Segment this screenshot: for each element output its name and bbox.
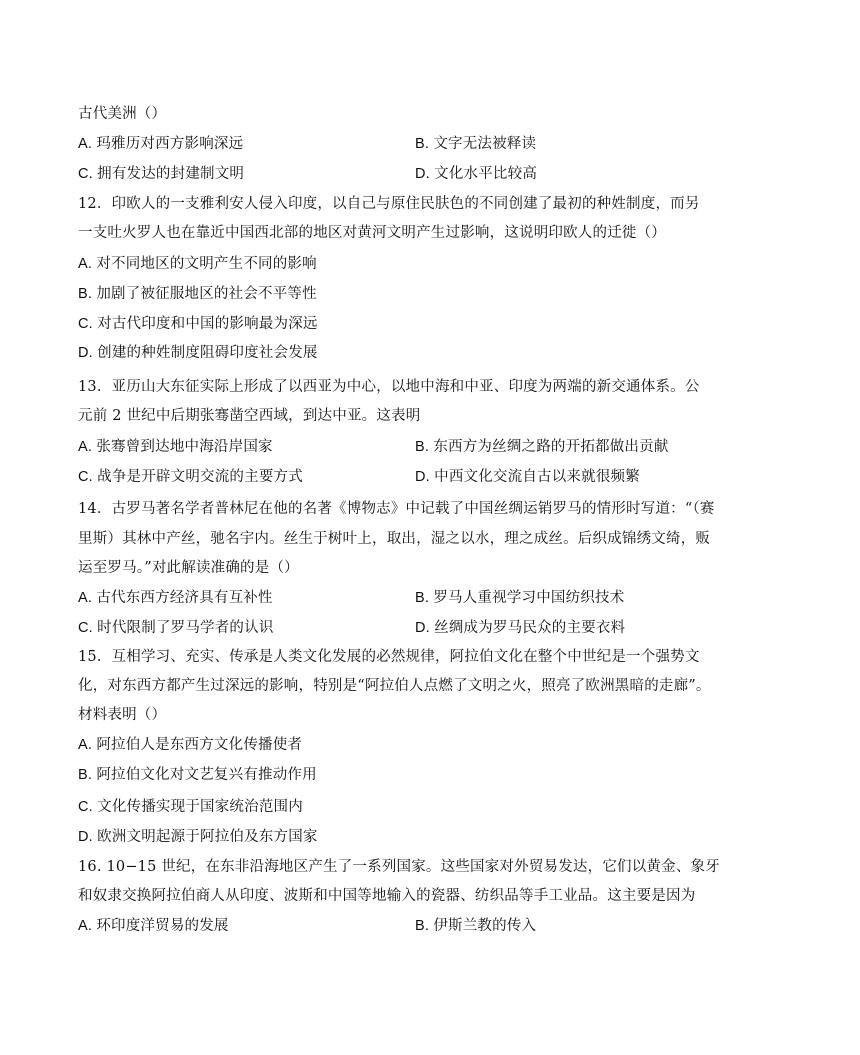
q16-option-b: B. 伊斯兰教的传入 [415,918,537,934]
q13-option-d: D. 中西文化交流自古以来就很频繁 [415,469,640,485]
q13-option-b: B. 东西方为丝绸之路的开拓都做出贡献 [415,439,669,455]
q15-option-b: B. 阿拉伯文化对文艺复兴有推动作用 [78,767,317,783]
q12-stem-line-2: 一支吐火罗人也在靠近中国西北部的地区对黄河文明产生过影响，这说明印欧人的迁徙（） [78,225,666,241]
q14-stem-line-1: 14．古罗马著名学者普林尼在他的名著《博物志》中记载了中国丝绸运销罗马的情形时写道：“（赛 [78,501,715,517]
q11-option-d: D. 文化水平比较高 [415,166,538,182]
q11-stem: 古代美洲（） [78,106,167,122]
q12-option-a: A. 对不同地区的文明产生不同的影响 [78,256,317,272]
q15-stem-line-2: 化，对东西方都产生过深远的影响，特别是“阿拉伯人点燃了文明之火，照亮了欧洲黑暗的走廊”。 [78,678,711,694]
q12-stem-line-1: 12．印欧人的一支雅利安人侵入印度，以自己与原住民肤色的不同创建了最初的种姓制度，而另 [78,196,700,212]
q12-option-b: B. 加剧了被征服地区的社会不平等性 [78,286,317,302]
q16-option-a: A. 环印度洋贸易的发展 [78,918,229,934]
q14-stem-line-3: 运至罗马。”对此解读准确的是（） [78,560,299,576]
q14-option-a: A. 古代东西方经济具有互补性 [78,590,273,606]
q11-option-a: A. 玛雅历对西方影响深远 [78,136,244,152]
q15-stem-line-3: 材料表明（） [78,707,167,723]
q13-stem-line-1: 13．亚历山大东征实际上形成了以西亚为中心，以地中海和中亚、印度为两端的新交通体系。公 [78,379,700,395]
q12-option-d: D. 创建的种姓制度阻碍印度社会发展 [78,345,318,361]
q14-option-b: B. 罗马人重视学习中国纺织技术 [415,590,625,606]
q14-stem-line-2: 里斯）其林中产丝，驰名宇内。丝生于树叶上，取出，湿之以水，理之成丝。后织成锦绣文绮，贩 [78,531,711,547]
q13-stem-line-2: 元前 2 世纪中后期张骞凿空西域，到达中亚。这表明 [78,408,421,424]
q14-option-c: C. 时代限制了罗马学者的认识 [78,620,274,636]
q14-option-d: D. 丝绸成为罗马民众的主要衣料 [415,620,626,636]
q15-option-a: A. 阿拉伯人是东西方文化传播使者 [78,737,303,753]
q15-option-d: D. 欧洲文明起源于阿拉伯及东方国家 [78,829,318,845]
q15-option-c: C. 文化传播实现于国家统治范围内 [78,799,303,815]
q11-option-b: B. 文字无法被释读 [415,136,537,152]
q16-stem-line-1: 16. 10−15 世纪，在东非沿海地区产生了一系列国家。这些国家对外贸易发达，它们以黄金、象牙 [78,859,720,875]
q15-stem-line-1: 15．互相学习、充实、传承是人类文化发展的必然规律，阿拉伯文化在整个中世纪是一个强势文 [78,649,700,665]
q13-option-a: A. 张骞曾到达地中海沿岸国家 [78,439,273,455]
q12-option-c: C. 对古代印度和中国的影响最为深远 [78,316,318,332]
q13-option-c: C. 战争是开辟文明交流的主要方式 [78,469,303,485]
q16-stem-line-2: 和奴隶交换阿拉伯商人从印度、波斯和中国等地输入的瓷器、纺织品等手工业品。这主要是因为 [78,888,696,904]
q11-option-c: C. 拥有发达的封建制文明 [78,166,245,182]
